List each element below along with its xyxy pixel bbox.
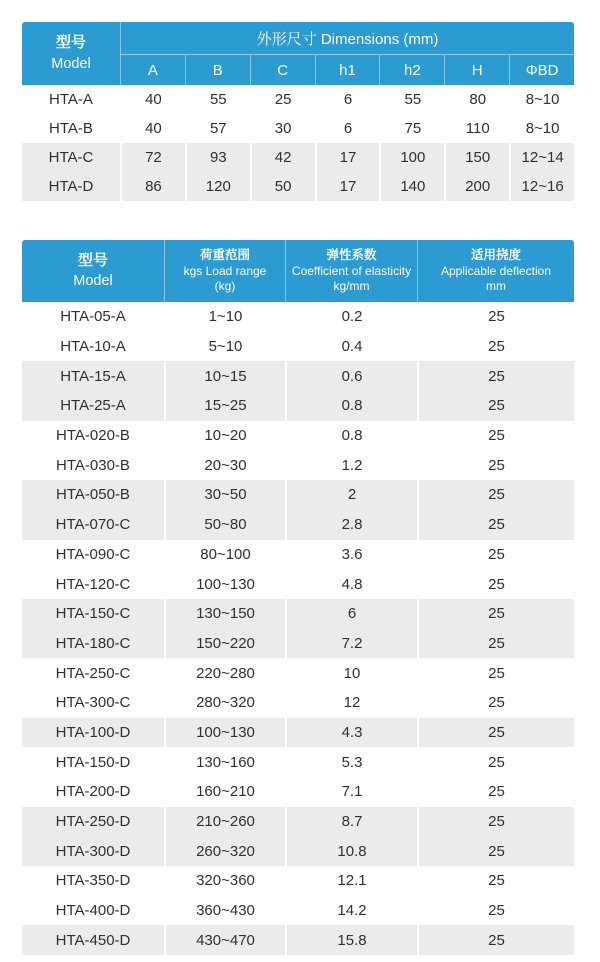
cell-b: 55 [185, 85, 250, 114]
cell-model: HTA-150-D [22, 747, 164, 777]
table-row [22, 302, 574, 332]
cell-model: HTA-100-D [22, 718, 164, 748]
col-header-h: H [444, 55, 509, 85]
coeff-header-en: Coefficient of elasticity [291, 263, 412, 278]
cell-load: 15~25 [164, 391, 285, 421]
cell-c: 25 [250, 85, 315, 114]
model-header-en: Model [73, 273, 113, 290]
cell-h1: 6 [315, 85, 380, 114]
cell-coeff: 12.1 [285, 866, 417, 896]
col-header-h2: h2 [379, 55, 444, 85]
table-row [22, 629, 574, 659]
cell-h1: 6 [315, 114, 380, 143]
cell-load: 260~320 [164, 836, 285, 866]
model-column-header [22, 240, 164, 302]
cell-model: HTA-05-A [22, 302, 164, 332]
load-header-zh: 荷重范围 [199, 248, 250, 263]
cell-deflection: 25 [417, 332, 574, 362]
cell-deflection: 25 [417, 688, 574, 718]
cell-h1: 17 [315, 172, 380, 201]
cell-load: 210~260 [164, 807, 285, 837]
cell-coeff: 0.8 [285, 391, 417, 421]
cell-coeff: 0.4 [285, 332, 417, 362]
cell-deflection: 25 [417, 391, 574, 421]
cell-a: 86 [120, 172, 185, 201]
cell-model: HTA-070-C [22, 510, 164, 540]
coefficient-column-header [285, 240, 417, 302]
col-header-a: A [120, 55, 185, 85]
deflection-column-header [417, 240, 574, 302]
cell-coeff: 2 [285, 480, 417, 510]
cell-deflection: 25 [417, 599, 574, 629]
cell-c: 50 [250, 172, 315, 201]
cell-deflection: 25 [417, 777, 574, 807]
cell-b: 120 [185, 172, 250, 201]
cell-model: HTA-200-D [22, 777, 164, 807]
cell-h: 150 [444, 143, 509, 172]
cell-coeff: 5.3 [285, 747, 417, 777]
table-row [22, 85, 574, 114]
cell-coeff: 4.8 [285, 569, 417, 599]
cell-load: 5~10 [164, 332, 285, 362]
table-row [22, 599, 574, 629]
model-header-en: Model [51, 55, 91, 72]
cell-coeff: 4.3 [285, 718, 417, 748]
cell-load: 150~220 [164, 629, 285, 659]
cell-model: HTA-250-D [22, 807, 164, 837]
cell-load: 160~210 [164, 777, 285, 807]
model-header-zh: 型号 [55, 34, 86, 52]
cell-h1: 17 [315, 143, 380, 172]
cell-c: 42 [250, 143, 315, 172]
table-row [22, 114, 574, 143]
cell-model: HTA-A [22, 85, 120, 114]
cell-a: 40 [120, 85, 185, 114]
cell-deflection: 25 [417, 658, 574, 688]
cell-deflection: 25 [417, 718, 574, 748]
cell-h2: 75 [379, 114, 444, 143]
cell-coeff: 7.1 [285, 777, 417, 807]
col-header-b: B [185, 55, 250, 85]
cell-deflection: 25 [417, 747, 574, 777]
model-column-header [22, 22, 120, 85]
table-row [22, 391, 574, 421]
cell-b: 57 [185, 114, 250, 143]
table-row [22, 777, 574, 807]
table-row [22, 807, 574, 837]
cell-deflection: 25 [417, 480, 574, 510]
cell-load: 220~280 [164, 658, 285, 688]
cell-deflection: 25 [417, 896, 574, 926]
cell-coeff: 12 [285, 688, 417, 718]
dimensions-group-header: 外形尺寸 Dimensions (mm) [120, 22, 574, 55]
cell-h2: 140 [379, 172, 444, 201]
table-row [22, 361, 574, 391]
load-spec-table [22, 240, 574, 955]
cell-load: 1~10 [164, 302, 285, 332]
table-row [22, 569, 574, 599]
cell-bd: 12~14 [509, 143, 574, 172]
table-row [22, 688, 574, 718]
cell-model: HTA-090-C [22, 540, 164, 570]
cell-coeff: 6 [285, 599, 417, 629]
cell-load: 130~160 [164, 747, 285, 777]
deflection-header-zh: 适用挠度 [470, 248, 521, 263]
cell-model: HTA-450-D [22, 925, 164, 955]
cell-model: HTA-15-A [22, 361, 164, 391]
cell-load: 20~30 [164, 450, 285, 480]
cell-h: 80 [444, 85, 509, 114]
table-row [22, 718, 574, 748]
cell-bd: 12~16 [509, 172, 574, 201]
cell-load: 50~80 [164, 510, 285, 540]
table-row [22, 896, 574, 926]
cell-coeff: 3.6 [285, 540, 417, 570]
table-row [22, 836, 574, 866]
header-row [22, 240, 574, 302]
load-spec-table-header [22, 240, 574, 302]
cell-coeff: 8.7 [285, 807, 417, 837]
cell-h2: 100 [379, 143, 444, 172]
cell-coeff: 10 [285, 658, 417, 688]
cell-model: HTA-350-D [22, 866, 164, 896]
cell-model: HTA-050-B [22, 480, 164, 510]
table-row [22, 866, 574, 896]
load-range-column-header [164, 240, 285, 302]
cell-model: HTA-020-B [22, 421, 164, 451]
cell-model: HTA-10-A [22, 332, 164, 362]
cell-coeff: 0.8 [285, 421, 417, 451]
cell-model: HTA-120-C [22, 569, 164, 599]
coeff-header-unit: kg/mm [333, 279, 370, 294]
cell-model: HTA-25-A [22, 391, 164, 421]
group-header-row [22, 22, 574, 55]
cell-a: 40 [120, 114, 185, 143]
cell-coeff: 14.2 [285, 896, 417, 926]
col-header-h1: h1 [315, 55, 380, 85]
model-header-zh: 型号 [77, 251, 108, 269]
cell-deflection: 25 [417, 302, 574, 332]
table-row [22, 143, 574, 172]
cell-coeff: 7.2 [285, 629, 417, 659]
cell-load: 320~360 [164, 866, 285, 896]
cell-coeff: 10.8 [285, 836, 417, 866]
dimensions-table [22, 22, 574, 201]
cell-coeff: 15.8 [285, 925, 417, 955]
cell-load: 80~100 [164, 540, 285, 570]
table-row [22, 510, 574, 540]
table-row [22, 658, 574, 688]
cell-load: 10~20 [164, 421, 285, 451]
cell-model: HTA-400-D [22, 896, 164, 926]
cell-deflection: 25 [417, 421, 574, 451]
cell-c: 30 [250, 114, 315, 143]
cell-deflection: 25 [417, 569, 574, 599]
load-spec-table-body [22, 302, 574, 955]
cell-coeff: 1.2 [285, 450, 417, 480]
coeff-header-zh: 弹性系数 [326, 248, 377, 263]
cell-coeff: 0.6 [285, 361, 417, 391]
cell-load: 30~50 [164, 480, 285, 510]
load-header-en: kgs Load range [183, 263, 267, 278]
col-header-bd: ΦBD [509, 55, 574, 85]
cell-deflection: 25 [417, 925, 574, 955]
cell-load: 100~130 [164, 718, 285, 748]
cell-model: HTA-250-C [22, 658, 164, 688]
cell-coeff: 2.8 [285, 510, 417, 540]
cell-bd: 8~10 [509, 85, 574, 114]
table-row [22, 172, 574, 201]
cell-coeff: 0.2 [285, 302, 417, 332]
cell-deflection: 25 [417, 510, 574, 540]
cell-deflection: 25 [417, 866, 574, 896]
cell-h2: 55 [379, 85, 444, 114]
cell-h: 200 [444, 172, 509, 201]
cell-deflection: 25 [417, 836, 574, 866]
cell-load: 130~150 [164, 599, 285, 629]
table-row [22, 421, 574, 451]
table-row [22, 332, 574, 362]
cell-deflection: 25 [417, 361, 574, 391]
cell-b: 93 [185, 143, 250, 172]
table-row [22, 450, 574, 480]
cell-load: 10~15 [164, 361, 285, 391]
col-header-c: C [250, 55, 315, 85]
cell-model: HTA-300-C [22, 688, 164, 718]
cell-load: 100~130 [164, 569, 285, 599]
cell-load: 280~320 [164, 688, 285, 718]
dimensions-table-body [22, 85, 574, 201]
cell-model: HTA-030-B [22, 450, 164, 480]
cell-load: 430~470 [164, 925, 285, 955]
cell-model: HTA-C [22, 143, 120, 172]
table-row [22, 480, 574, 510]
cell-a: 72 [120, 143, 185, 172]
cell-load: 360~430 [164, 896, 285, 926]
cell-model: HTA-150-C [22, 599, 164, 629]
table-row [22, 540, 574, 570]
cell-deflection: 25 [417, 540, 574, 570]
cell-model: HTA-D [22, 172, 120, 201]
cell-bd: 8~10 [509, 114, 574, 143]
cell-deflection: 25 [417, 629, 574, 659]
cell-deflection: 25 [417, 450, 574, 480]
cell-model: HTA-B [22, 114, 120, 143]
deflection-header-unit: mm [486, 279, 506, 294]
dimensions-table-header [22, 22, 574, 85]
cell-h: 110 [444, 114, 509, 143]
deflection-header-en: Applicable deflection [440, 263, 552, 278]
table-row [22, 747, 574, 777]
table-row [22, 925, 574, 955]
cell-deflection: 25 [417, 807, 574, 837]
cell-model: HTA-180-C [22, 629, 164, 659]
cell-model: HTA-300-D [22, 836, 164, 866]
load-header-unit: (kg) [214, 279, 236, 294]
